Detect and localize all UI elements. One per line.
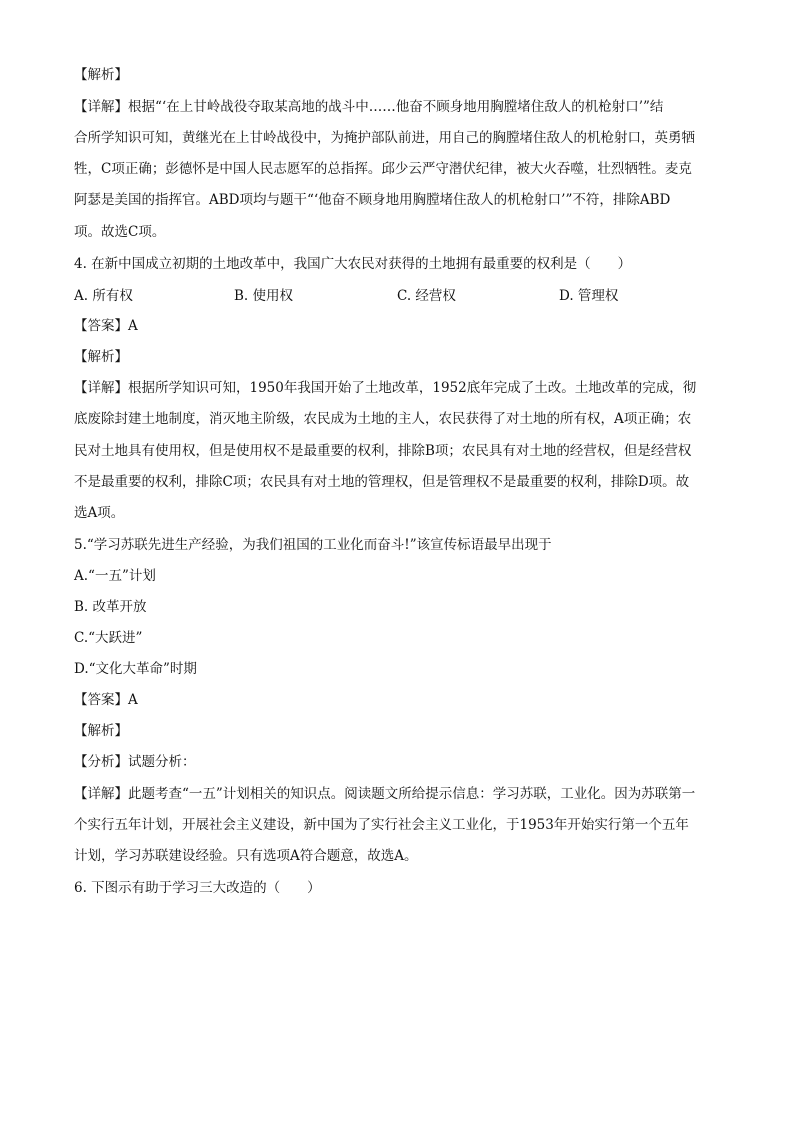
option-d: D. 管理权 xyxy=(559,288,619,304)
detail-text-line: 底废除封建土地制度，消灭地主阶级，农民成为土地的主人，农民获得了对土地的所有权，A项正确；农 xyxy=(74,411,692,427)
question-6-stem: 6. 下图示有助于学习三大改造的（ ） xyxy=(74,880,321,896)
detail-text-line: 【详解】根据“‘在上甘岭战役夺取某高地的战斗中……他奋不顾身地用胸膛堵住敌人的机枪射口’”结 xyxy=(74,99,664,115)
option-c: C.“大跃进” xyxy=(74,630,143,646)
detail-text-line: 项。故选C项。 xyxy=(74,224,166,240)
option-a: A. 所有权 xyxy=(74,288,133,304)
detail-text-line: 计划，学习苏联建设经验。只有选项A符合题意，故选A。 xyxy=(74,848,418,864)
detail-text-line: 【详解】根据所学知识可知，1950年我国开始了土地改革，1952底年完成了土改。土地改革的完成，彻 xyxy=(74,380,697,396)
analysis-heading: 【解析】 xyxy=(74,67,128,83)
option-c: C. 经营权 xyxy=(397,288,456,304)
answer-line: 【答案】A xyxy=(74,692,138,708)
detail-text-line: 不是最重要的权利，排除C项；农民具有对土地的管理权，但是管理权不是最重要的权利，排除D项。故 xyxy=(74,474,690,490)
detail-text-line: 民对土地具有使用权，但是使用权不是最重要的权利，排除B项；农民具有对土地的经营权，但是经营权 xyxy=(74,443,692,459)
detail-text-line: 个实行五年计划，开展社会主义建设，新中国为了实行社会主义工业化，于1953年开始实行第一个五年 xyxy=(74,817,689,833)
fenxi-heading: 【分析】试题分析： xyxy=(74,754,196,770)
detail-text-line: 合所学知识可知，黄继光在上甘岭战役中，为掩护部队前进，用自己的胸膛堵住敌人的机枪射口，英勇牺 xyxy=(74,130,695,146)
option-b: B. 改革开放 xyxy=(74,599,147,615)
question-4-stem: 4. 在新中国成立初期的土地改革中，我国广大农民对获得的土地拥有最重要的权利是（ ） xyxy=(74,256,632,272)
option-b: B. 使用权 xyxy=(234,288,294,304)
detail-text-line: 【详解】此题考查“一五”计划相关的知识点。阅读题文所给提示信息：学习苏联，工业化。因为苏联第一 xyxy=(74,786,696,802)
question-5-stem: 5.“学习苏联先进生产经验，为我们祖国的工业化而奋斗!”该宣传标语最早出现于 xyxy=(74,537,552,553)
detail-text-line: 牲，C项正确；彭德怀是中国人民志愿军的总指挥。邱少云严守潜伏纪律，被大火吞噬，壮烈牺牲。麦克 xyxy=(74,161,692,177)
option-a: A.“一五”计划 xyxy=(74,568,156,584)
detail-text-line: 阿瑟是美国的指挥官。ABD项均与题干“‘他奋不顾身地用胸膛堵住敌人的机枪射口’”不符，排除ABD xyxy=(74,192,671,208)
detail-text-line: 选A项。 xyxy=(74,505,125,521)
analysis-heading: 【解析】 xyxy=(74,723,128,739)
answer-line: 【答案】A xyxy=(74,318,138,334)
analysis-heading: 【解析】 xyxy=(74,349,128,365)
option-d: D.“文化大革命”时期 xyxy=(74,661,197,677)
